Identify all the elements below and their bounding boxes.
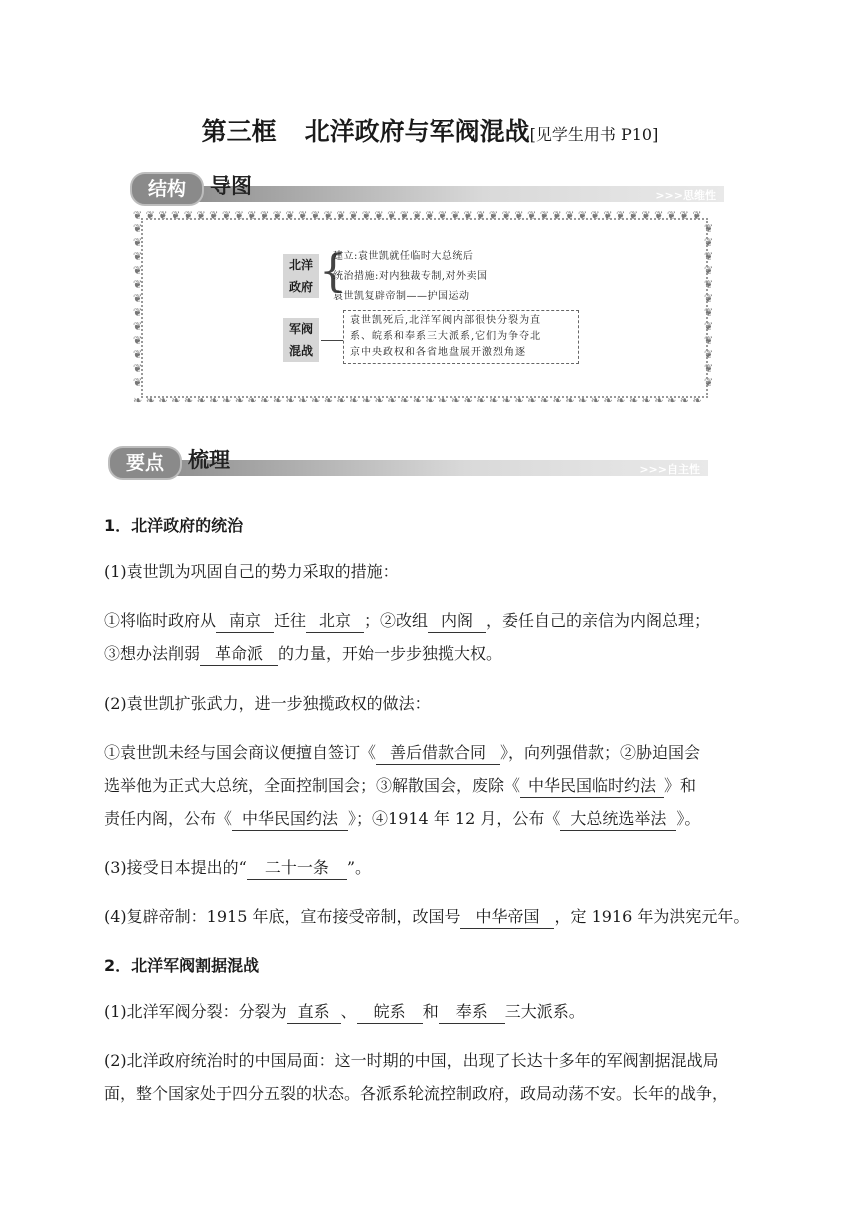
banner-bar — [190, 186, 724, 202]
connector-line — [321, 340, 343, 341]
text: 、 — [340, 1002, 357, 1021]
title-reference: [见学生用书 P10] — [529, 125, 659, 144]
section-banner-keypoints — [108, 442, 708, 484]
note-line: 京中央政权和各省地盘展开激烈角逐 — [350, 347, 526, 358]
answer-line — [104, 803, 764, 834]
text: (3)接受日本提出的“ — [104, 858, 247, 877]
text: 》；④1914 年 12 月，公布《 — [348, 809, 561, 828]
answer-line — [104, 638, 764, 669]
vine-border-top: ❦ ❦ ❦ ❦ ❦ ❦ ❦ ❦ ❦ ❦ ❦ ❦ ❦ ❦ ❦ ❦ ❦ ❦ ❦ ❦ ❦ ❦ ❦ ❦ ❦ ❦ ❦ ❦ ❦ ❦ ❦ ❦ ❦ ❦ ❦ ❦ ❦ ❦ ❦ ❦ ❦ ❦ ❦ ❦ ❦ — [133, 210, 702, 221]
answer-line — [104, 737, 764, 768]
node-line: 混战 — [288, 344, 313, 358]
title-subtitle: 北洋政府与军阀混战 — [304, 117, 530, 146]
text: 》和 — [664, 776, 697, 795]
fill-blank: 直系 — [287, 1001, 341, 1024]
diagram-node-warlords — [283, 318, 319, 362]
diagram-note-box — [343, 310, 579, 364]
fill-blank: 内阁 — [428, 610, 486, 633]
text: 和 — [422, 1002, 439, 1021]
fill-blank: 革命派 — [200, 643, 278, 666]
text: (1)北洋军阀分裂：分裂为 — [104, 1002, 287, 1021]
text: ；②改组 — [364, 611, 429, 630]
paragraph-line: (2)北洋政府统治时的中国局面：这一时期的中国，出现了长达十多年的军阀割据混战局 — [104, 1051, 719, 1070]
vine-border-bottom: ❧ ❧ ❧ ❧ ❧ ❧ ❧ ❧ ❧ ❧ ❧ ❧ ❧ ❧ ❧ ❧ ❧ ❧ ❧ ❧ ❧ ❧ ❧ ❧ ❧ ❧ ❧ ❧ ❧ ❧ ❧ ❧ ❧ ❧ ❧ ❧ ❧ ❧ ❧ ❧ ❧ ❧ ❧ ❧ ❧ — [133, 395, 702, 406]
fill-blank: 南京 — [216, 610, 274, 633]
banner-bar — [168, 460, 708, 476]
brace-icon: { — [319, 246, 347, 297]
text: 的力量，开始一步步独揽大权。 — [278, 644, 503, 663]
question-1: (1)袁世凯为巩固自己的势力采取的措施： — [104, 562, 399, 581]
text: 选举他为正式大总统，全面控制国会；③解散国会，废除《 — [104, 776, 521, 795]
text: (4)复辟帝制：1915 年底，宣布接受帝制，改国号 — [104, 907, 461, 926]
fill-blank: 中华民国约法 — [232, 808, 348, 831]
text: 迁往 — [274, 611, 307, 630]
structure-diagram — [133, 210, 716, 406]
text: 》，向列强借款；②胁迫国会 — [500, 743, 701, 762]
diagram-item: 建立:袁世凯就任临时大总统后 — [333, 251, 474, 262]
text: 》。 — [676, 809, 701, 828]
section-title: 导图 — [210, 174, 252, 198]
text: 责任内阁，公布《 — [104, 809, 233, 828]
text: ①袁世凯未经与国会商议便擅自签订《 — [104, 743, 377, 762]
question-4 — [104, 901, 764, 932]
title-main: 第三框 — [201, 117, 277, 146]
answer-line — [104, 770, 764, 801]
section-tag: >>>自主性 — [639, 463, 700, 476]
fill-blank: 中华民国临时约法 — [520, 775, 664, 798]
fill-blank: 善后借款合同 — [376, 742, 500, 765]
vine-border-left: ❦❦❦❦❦❦❦❦❦❦❦❦ — [133, 222, 143, 389]
text: ③想办法削弱 — [104, 644, 201, 663]
text: ，委任自己的亲信为内阁总理； — [486, 611, 711, 630]
diagram-item: 袁世凯复辟帝制——护国运动 — [333, 291, 470, 302]
question-2: (2)袁世凯扩张武力，进一步独揽政权的做法： — [104, 694, 431, 713]
fill-blank: 二十一条 — [247, 857, 347, 880]
node-line: 北洋 — [288, 258, 313, 272]
fill-blank: 中华帝国 — [460, 906, 554, 929]
text: 三大派系。 — [504, 1002, 585, 1021]
fill-blank: 大总统选举法 — [560, 808, 676, 831]
section-badge: 结构 — [130, 172, 204, 206]
section-tag: >>>思维性 — [655, 189, 716, 202]
question-3 — [104, 852, 764, 883]
note-line: 袁世凯死后,北洋军阀内部很快分裂为直 — [350, 315, 542, 326]
page-title — [0, 112, 860, 148]
section-banner-structure — [130, 168, 724, 210]
text: ，定 1916 年为洪宪元年。 — [554, 907, 750, 926]
fill-blank: 奉系 — [439, 1001, 505, 1024]
note-line: 系、皖系和奉系三大派系,它们为争夺北 — [350, 331, 542, 342]
text: ①将临时政府从 — [104, 611, 217, 630]
fill-blank: 皖系 — [357, 1001, 423, 1024]
paragraph-line: 面，整个国家处于四分五裂的状态。各派系轮流控制政府，政局动荡不安。长年的战争， — [104, 1084, 729, 1103]
node-line: 政府 — [288, 280, 313, 294]
heading-1: 1．北洋政府的统治 — [104, 516, 244, 535]
section-title: 梳理 — [188, 448, 230, 472]
question-5 — [104, 996, 764, 1027]
node-line: 军阀 — [288, 322, 313, 336]
heading-2: 2．北洋军阀割据混战 — [104, 956, 260, 975]
diagram-node-beiyang — [283, 254, 319, 298]
diagram-inner-border — [141, 218, 708, 398]
text: ”。 — [346, 858, 372, 877]
section-badge: 要点 — [108, 446, 182, 480]
answer-line — [104, 605, 764, 636]
vine-border-right: ❦❦❦❦❦❦❦❦❦❦❦❦ — [704, 222, 714, 389]
diagram-item: 统治措施:对内独裁专制,对外卖国 — [333, 271, 488, 282]
fill-blank: 北京 — [306, 610, 364, 633]
